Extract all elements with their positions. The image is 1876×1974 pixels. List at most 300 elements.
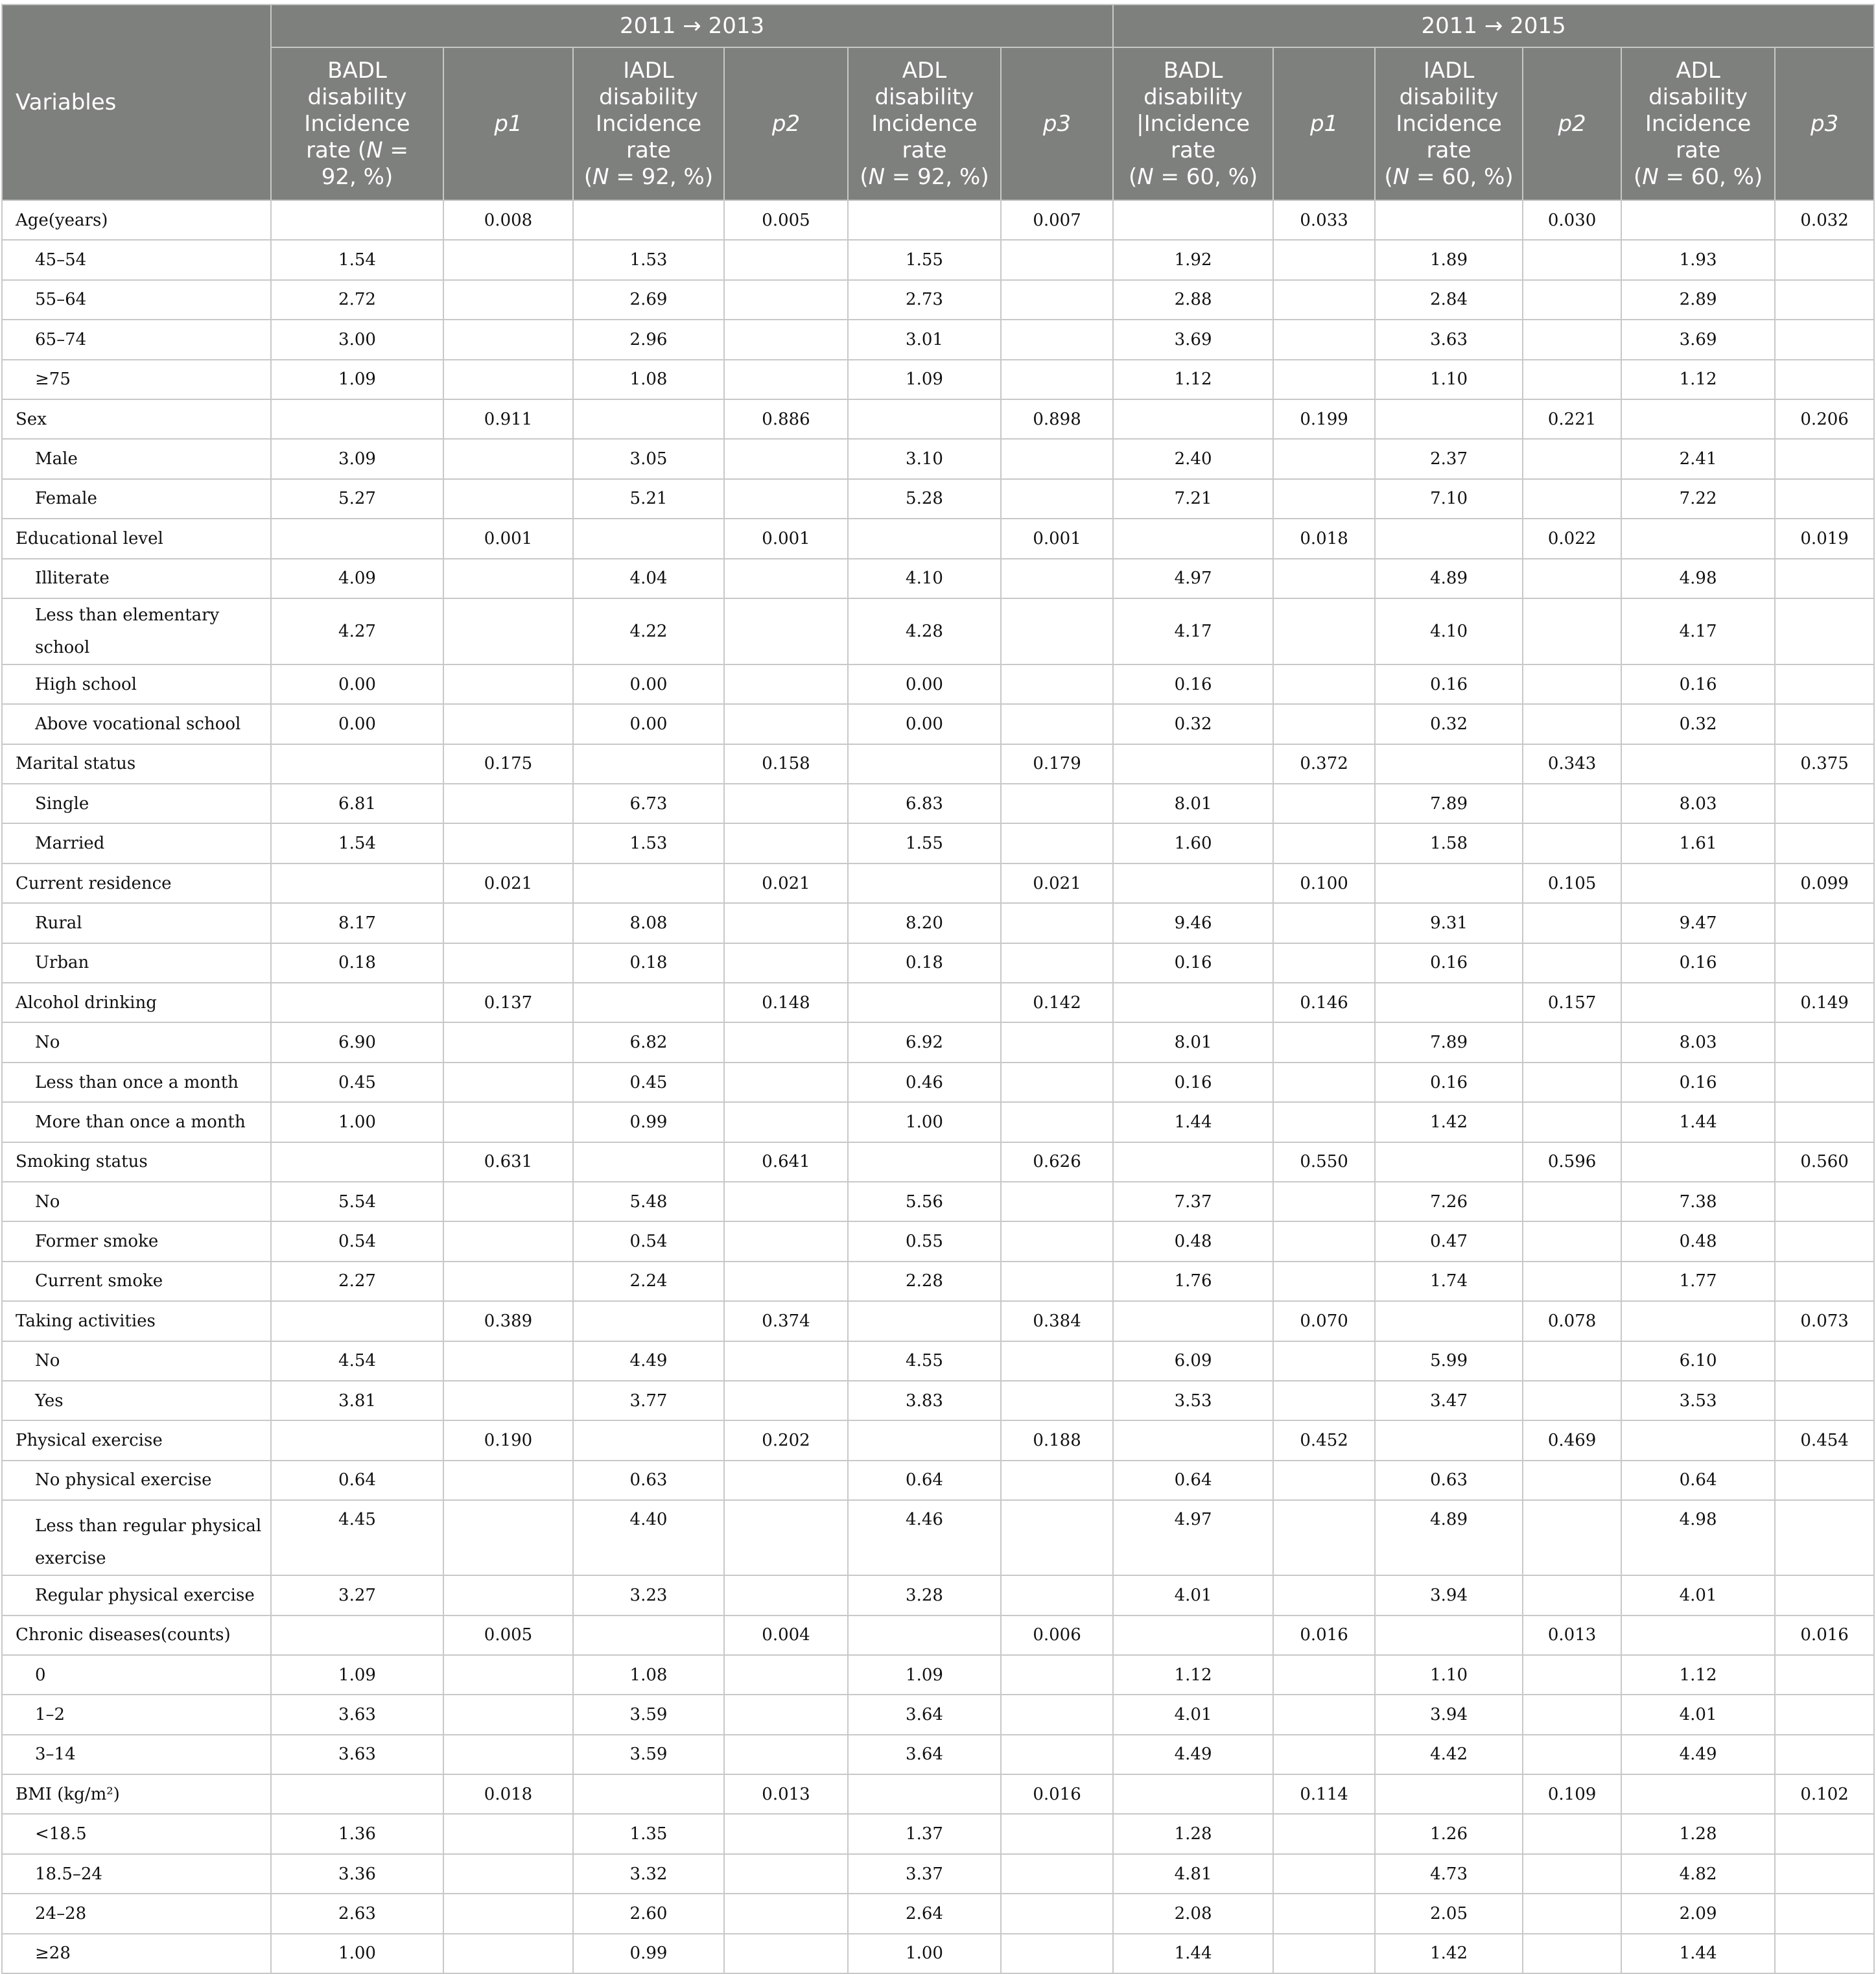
incidence-rate-cell: 3.32 (573, 1854, 724, 1894)
table-row-category (2, 1500, 1874, 1575)
incidence-rate-cell: 1.28 (1113, 1814, 1273, 1853)
incidence-rate-cell: 4.01 (1113, 1575, 1273, 1615)
p-value-cell (1001, 704, 1113, 744)
p-value-cell (1775, 903, 1874, 943)
p-value-cell: 0.199 (1273, 399, 1375, 439)
header-line: rate (626, 137, 672, 163)
incidence-rate-cell: 8.03 (1621, 1022, 1775, 1062)
incidence-rate-cell: 2.96 (573, 320, 724, 359)
incidence-rate-cell: 7.89 (1375, 1022, 1523, 1062)
incidence-rate-cell (1621, 864, 1775, 903)
p-value-cell (1523, 1934, 1621, 1973)
incidence-rate-cell: 3.53 (1621, 1381, 1775, 1420)
p-value-cell: 0.001 (443, 519, 573, 558)
incidence-rate-cell: 6.83 (848, 784, 1001, 823)
table-row-category (2, 823, 1874, 863)
p-value-cell (1523, 360, 1621, 399)
p-value-cell: 0.898 (1001, 399, 1113, 439)
p-value-cell (724, 479, 848, 519)
p-value-cell (443, 439, 573, 478)
incidence-rate-cell: 2.63 (271, 1894, 443, 1933)
p-value-cell (1523, 559, 1621, 598)
incidence-rate-cell: 2.24 (573, 1262, 724, 1301)
p-value-cell (1273, 1500, 1375, 1575)
incidence-rate-cell: 8.03 (1621, 784, 1775, 823)
row-label: Educational level (2, 519, 271, 558)
p-value-cell (1775, 1102, 1874, 1142)
incidence-rate-cell: 1.36 (271, 1814, 443, 1853)
p-value-cell: 0.016 (1273, 1616, 1375, 1655)
p-value-cell (1001, 1934, 1113, 1973)
p-value-cell (724, 704, 848, 744)
p-value-cell (1001, 1461, 1113, 1500)
incidence-rate-cell: 6.73 (573, 784, 724, 823)
p-value-cell (724, 784, 848, 823)
table-row-variable (2, 399, 1874, 439)
row-label: 24–28 (2, 1894, 271, 1933)
incidence-rate-cell: 1.42 (1375, 1934, 1523, 1973)
header-line: rate (902, 137, 947, 163)
p-value-cell (1775, 1221, 1874, 1261)
table-row-category (2, 943, 1874, 983)
p-value-cell (1523, 439, 1621, 478)
incidence-rate-cell: 1.37 (848, 1814, 1001, 1853)
header-line: p3 (1042, 110, 1072, 137)
incidence-rate-cell: 1.00 (271, 1102, 443, 1142)
p-value-cell (724, 360, 848, 399)
p-value-cell (1775, 559, 1874, 598)
p-value-cell (1523, 1063, 1621, 1102)
p-value-cell (1775, 1854, 1874, 1894)
incidence-rate-cell: 4.42 (1375, 1735, 1523, 1774)
incidence-rate-cell: 3.63 (271, 1735, 443, 1774)
row-label: Physical exercise (2, 1420, 271, 1460)
p-value-cell (1001, 1695, 1113, 1734)
p-value-cell (443, 784, 573, 823)
incidence-rate-cell (1113, 1142, 1273, 1182)
incidence-rate-cell: 7.22 (1621, 479, 1775, 519)
p-value-cell (1523, 1735, 1621, 1774)
p-value-cell (1523, 1022, 1621, 1062)
incidence-rate-cell (1375, 1616, 1523, 1655)
incidence-rate-cell: 4.97 (1113, 559, 1273, 598)
incidence-rate-cell: 1.60 (1113, 823, 1273, 863)
p-value-cell: 0.384 (1001, 1301, 1113, 1341)
p-value-cell: 0.372 (1273, 744, 1375, 784)
p-value-cell (1273, 704, 1375, 744)
incidence-rate-cell (271, 200, 443, 240)
p-value-column-header (1273, 47, 1375, 200)
incidence-rate-cell: 2.89 (1621, 280, 1775, 320)
p-value-cell (1273, 943, 1375, 983)
p-value-cell: 0.146 (1273, 983, 1375, 1022)
incidence-rate-cell: 6.10 (1621, 1341, 1775, 1381)
incidence-rate-cell: 5.21 (573, 479, 724, 519)
p-value-cell (724, 1934, 848, 1973)
p-value-cell (443, 479, 573, 519)
table-row-category (2, 1735, 1874, 1774)
row-label: Less than regular physical exercise (2, 1500, 271, 1575)
p-value-cell: 0.021 (724, 864, 848, 903)
incidence-rate-cell: 1.44 (1621, 1934, 1775, 1973)
table-row-category (2, 320, 1874, 359)
incidence-rate-cell: 1.00 (848, 1934, 1001, 1973)
incidence-rate-cell: 1.00 (848, 1102, 1001, 1142)
incidence-rate-cell: 6.82 (573, 1022, 724, 1062)
p-value-cell (1775, 320, 1874, 359)
incidence-rate-cell (271, 1420, 443, 1460)
p-value-cell: 0.188 (1001, 1420, 1113, 1460)
p-value-cell (443, 559, 573, 598)
incidence-rate-cell (848, 1774, 1001, 1814)
incidence-rate-cell: 1.09 (271, 1655, 443, 1695)
incidence-rate-cell: 3.77 (573, 1381, 724, 1420)
p-value-cell: 0.560 (1775, 1142, 1874, 1182)
row-label: More than once a month (2, 1102, 271, 1142)
incidence-rate-cell: 4.40 (573, 1500, 724, 1575)
row-label: 45–54 (2, 240, 271, 279)
p-value-cell (1523, 664, 1621, 704)
p-value-cell: 0.175 (443, 744, 573, 784)
incidence-rate-cell: 0.64 (1621, 1461, 1775, 1500)
incidence-rate-cell: 1.44 (1113, 1934, 1273, 1973)
incidence-rate-cell: 1.77 (1621, 1262, 1775, 1301)
header-line: IADL (623, 57, 674, 84)
p-value-cell (1273, 1063, 1375, 1102)
row-label: Marital status (2, 744, 271, 784)
incidence-rate-cell: 0.63 (573, 1461, 724, 1500)
incidence-rate-cell: 4.98 (1621, 1500, 1775, 1575)
incidence-rate-cell: 3.37 (848, 1854, 1001, 1894)
p-value-cell: 0.158 (724, 744, 848, 784)
p-value-cell (724, 240, 848, 279)
p-value-cell (1523, 1575, 1621, 1615)
p-value-cell (724, 1735, 848, 1774)
p-value-cell (1523, 479, 1621, 519)
row-label: 1–2 (2, 1695, 271, 1734)
incidence-rate-cell: 4.10 (848, 559, 1001, 598)
p-value-cell (1273, 1695, 1375, 1734)
incidence-rate-cell: 1.53 (573, 823, 724, 863)
p-value-cell: 0.032 (1775, 200, 1874, 240)
incidence-rate-cell: 1.58 (1375, 823, 1523, 863)
incidence-rate-cell (848, 983, 1001, 1022)
header-line: Incidence (1645, 110, 1752, 137)
incidence-rate-cell: 1.08 (573, 1655, 724, 1695)
incidence-rate-cell: 4.73 (1375, 1854, 1523, 1894)
incidence-rate-cell: 2.73 (848, 280, 1001, 320)
incidence-rate-cell (1621, 200, 1775, 240)
p-value-cell (724, 1814, 848, 1853)
p-value-cell (1273, 439, 1375, 478)
p-value-cell (1001, 360, 1113, 399)
header-row-periods (2, 5, 1874, 47)
p-value-cell (443, 704, 573, 744)
incidence-rate-cell: 4.49 (1621, 1735, 1775, 1774)
p-value-cell (443, 1461, 573, 1500)
incidence-rate-cell: 0.16 (1375, 1063, 1523, 1102)
p-value-cell (724, 1063, 848, 1102)
incidence-rate-cell: 1.12 (1621, 1655, 1775, 1695)
incidence-rate-cell: 3.59 (573, 1695, 724, 1734)
p-value-cell (1273, 1262, 1375, 1301)
incidence-rate-cell: 3.09 (271, 439, 443, 478)
p-value-cell: 0.021 (443, 864, 573, 903)
header-line: Incidence (595, 110, 702, 137)
incidence-rate-cell: 1.09 (271, 360, 443, 399)
table-row-variable (2, 1420, 1874, 1460)
p-value-cell: 0.033 (1273, 200, 1375, 240)
incidence-rate-cell: 0.16 (1113, 943, 1273, 983)
row-label: No (2, 1341, 271, 1381)
table-row-category (2, 1894, 1874, 1933)
p-value-cell: 0.626 (1001, 1142, 1113, 1182)
incidence-rate-cell: 4.09 (271, 559, 443, 598)
p-value-cell (724, 1341, 848, 1381)
p-value-cell (1273, 1894, 1375, 1933)
row-label: Sex (2, 399, 271, 439)
incidence-rate-cell: 2.37 (1375, 439, 1523, 478)
p-value-cell (1273, 1814, 1375, 1853)
p-value-cell (1001, 1894, 1113, 1933)
incidence-rate-cell: 8.17 (271, 903, 443, 943)
p-value-cell (1775, 823, 1874, 863)
incidence-rate-cell (1621, 1420, 1775, 1460)
row-label: Chronic diseases(counts) (2, 1616, 271, 1655)
incidence-rate-cell: 0.99 (573, 1934, 724, 1973)
p-value-cell (724, 664, 848, 704)
p-value-cell (1001, 1102, 1113, 1142)
p-value-cell: 0.149 (1775, 983, 1874, 1022)
incidence-rate-cell: 4.97 (1113, 1500, 1273, 1575)
incidence-rate-cell (271, 1142, 443, 1182)
incidence-rate-cell (1375, 519, 1523, 558)
incidence-rate-cell (573, 744, 724, 784)
header-line: rate (1426, 137, 1471, 163)
incidence-rate-cell: 2.40 (1113, 439, 1273, 478)
row-label: No (2, 1182, 271, 1221)
row-label: ≥28 (2, 1934, 271, 1973)
p-value-cell (443, 1500, 573, 1575)
header-line: p1 (1309, 110, 1339, 137)
p-value-cell (724, 439, 848, 478)
incidence-rate-cell: 4.28 (848, 598, 1001, 664)
incidence-rate-cell: 1.26 (1375, 1814, 1523, 1853)
p-value-cell: 0.008 (443, 200, 573, 240)
p-value-cell (443, 598, 573, 664)
incidence-rate-cell (1375, 1420, 1523, 1460)
row-label: Regular physical exercise (2, 1575, 271, 1615)
table-row-variable (2, 1616, 1874, 1655)
p-value-cell (1001, 598, 1113, 664)
p-value-cell: 0.016 (1775, 1616, 1874, 1655)
p-value-cell: 0.102 (1775, 1774, 1874, 1814)
incidence-column-header (1375, 47, 1523, 200)
table-row-category (2, 1063, 1874, 1102)
incidence-rate-cell: 0.63 (1375, 1461, 1523, 1500)
p-value-cell: 0.454 (1775, 1420, 1874, 1460)
p-value-cell: 0.007 (1001, 200, 1113, 240)
incidence-rate-cell: 0.32 (1113, 704, 1273, 744)
table-row-category (2, 784, 1874, 823)
p-value-cell: 0.179 (1001, 744, 1113, 784)
p-value-cell: 0.073 (1775, 1301, 1874, 1341)
incidence-rate-cell: 4.89 (1375, 1500, 1523, 1575)
p-value-cell (1775, 1575, 1874, 1615)
p-value-cell: 0.374 (724, 1301, 848, 1341)
row-label: Above vocational school (2, 704, 271, 744)
p-value-cell (724, 1695, 848, 1734)
incidence-rate-cell: 4.82 (1621, 1854, 1775, 1894)
table-row-category (2, 1575, 1874, 1615)
p-value-cell (1273, 598, 1375, 664)
p-value-cell (1273, 479, 1375, 519)
p-value-cell (1273, 1182, 1375, 1221)
incidence-rate-cell: 0.00 (573, 664, 724, 704)
table-row-category (2, 1102, 1874, 1142)
p-value-cell: 0.148 (724, 983, 848, 1022)
table-row-category (2, 1695, 1874, 1734)
row-label: Alcohol drinking (2, 983, 271, 1022)
row-label: 3–14 (2, 1735, 271, 1774)
incidence-rate-cell: 2.05 (1375, 1894, 1523, 1933)
incidence-rate-cell: 1.55 (848, 240, 1001, 279)
incidence-rate-cell: 1.09 (848, 1655, 1001, 1695)
incidence-rate-cell: 0.54 (573, 1221, 724, 1261)
incidence-rate-cell (573, 1301, 724, 1341)
p-value-cell: 0.550 (1273, 1142, 1375, 1182)
p-value-cell (1273, 1102, 1375, 1142)
p-value-cell (724, 1381, 848, 1420)
p-value-cell (1001, 1381, 1113, 1420)
incidence-rate-cell: 1.61 (1621, 823, 1775, 863)
p-value-cell (1523, 320, 1621, 359)
p-value-cell (1523, 240, 1621, 279)
table-row-category (2, 280, 1874, 320)
incidence-rate-cell (1113, 864, 1273, 903)
incidence-rate-cell: 0.18 (573, 943, 724, 983)
p-value-cell (1523, 903, 1621, 943)
row-label: Rural (2, 903, 271, 943)
p-value-cell (1001, 479, 1113, 519)
incidence-rate-cell: 1.42 (1375, 1102, 1523, 1142)
incidence-rate-cell: 3.47 (1375, 1381, 1523, 1420)
incidence-rate-cell: 0.16 (1621, 1063, 1775, 1102)
incidence-rate-cell: 8.08 (573, 903, 724, 943)
row-label: Former smoke (2, 1221, 271, 1261)
incidence-rate-cell: 0.16 (1621, 943, 1775, 983)
table-row-variable (2, 744, 1874, 784)
incidence-rate-cell: 4.46 (848, 1500, 1001, 1575)
p-value-cell (1775, 784, 1874, 823)
incidence-rate-cell: 4.54 (271, 1341, 443, 1381)
p-value-cell (724, 280, 848, 320)
p-value-cell (724, 1575, 848, 1615)
table-row-category (2, 1221, 1874, 1261)
p-value-cell (443, 1575, 573, 1615)
incidence-rate-cell: 0.55 (848, 1221, 1001, 1261)
row-label: Less than once a month (2, 1063, 271, 1102)
header-line: disability (307, 84, 407, 110)
row-label: Smoking status (2, 1142, 271, 1182)
incidence-rate-cell: 0.16 (1113, 1063, 1273, 1102)
incidence-rate-cell: 1.76 (1113, 1262, 1273, 1301)
incidence-rate-cell: 4.49 (573, 1341, 724, 1381)
p-value-cell (1775, 598, 1874, 664)
p-value-cell (1273, 1461, 1375, 1500)
p-value-cell (724, 1655, 848, 1695)
p-value-cell (1523, 1461, 1621, 1500)
incidence-rate-cell: 4.22 (573, 598, 724, 664)
incidence-rate-cell: 7.89 (1375, 784, 1523, 823)
incidence-rate-cell: 5.28 (848, 479, 1001, 519)
p-value-cell (1001, 1063, 1113, 1102)
p-value-cell (724, 1182, 848, 1221)
incidence-rate-cell (271, 1774, 443, 1814)
incidence-rate-cell: 0.45 (271, 1063, 443, 1102)
header-line: Incidence (1396, 110, 1502, 137)
incidence-rate-cell: 4.01 (1621, 1575, 1775, 1615)
p-value-cell (1001, 1182, 1113, 1221)
p-value-cell (1523, 1341, 1621, 1381)
p-value-cell (443, 1022, 573, 1062)
incidence-rate-cell: 5.48 (573, 1182, 724, 1221)
p-value-cell (1273, 903, 1375, 943)
p-value-cell (443, 360, 573, 399)
incidence-rate-cell (1113, 744, 1273, 784)
header-line: p2 (1558, 110, 1586, 137)
p-value-cell (1775, 360, 1874, 399)
header-line: p1 (494, 110, 522, 137)
incidence-column-header (271, 47, 443, 200)
incidence-rate-cell: 0.45 (573, 1063, 724, 1102)
p-value-cell: 0.137 (443, 983, 573, 1022)
incidence-rate-cell (1375, 399, 1523, 439)
incidence-rate-cell: 6.09 (1113, 1341, 1273, 1381)
p-value-cell (724, 823, 848, 863)
p-value-cell (724, 1894, 848, 1933)
p-value-cell: 0.206 (1775, 399, 1874, 439)
p-value-cell (443, 1814, 573, 1853)
p-value-cell (1523, 1262, 1621, 1301)
incidence-rate-cell: 6.90 (271, 1022, 443, 1062)
p-value-cell (443, 1381, 573, 1420)
p-value-cell (1523, 1695, 1621, 1734)
p-value-cell (1523, 1221, 1621, 1261)
p-value-cell (443, 1063, 573, 1102)
incidence-rate-cell: 0.47 (1375, 1221, 1523, 1261)
incidence-rate-cell (848, 744, 1001, 784)
incidence-rate-cell: 2.41 (1621, 439, 1775, 478)
incidence-rate-cell (848, 1142, 1001, 1182)
incidence-rate-cell: 8.01 (1113, 1022, 1273, 1062)
table-row-variable (2, 1774, 1874, 1814)
p-value-column-header (443, 47, 573, 200)
table-row-category (2, 479, 1874, 519)
header-line: rate (1676, 137, 1721, 163)
incidence-rate-cell: 3.05 (573, 439, 724, 478)
incidence-rate-cell: 1.10 (1375, 360, 1523, 399)
incidence-rate-cell: 1.00 (271, 1934, 443, 1973)
p-value-cell (1775, 943, 1874, 983)
variables-header: Variables (2, 5, 271, 200)
p-value-cell: 0.001 (1001, 519, 1113, 558)
incidence-rate-cell: 0.46 (848, 1063, 1001, 1102)
row-label: Yes (2, 1381, 271, 1420)
p-value-cell: 0.018 (443, 1774, 573, 1814)
table-row-category (2, 1461, 1874, 1500)
incidence-rate-cell: 3.63 (1375, 320, 1523, 359)
